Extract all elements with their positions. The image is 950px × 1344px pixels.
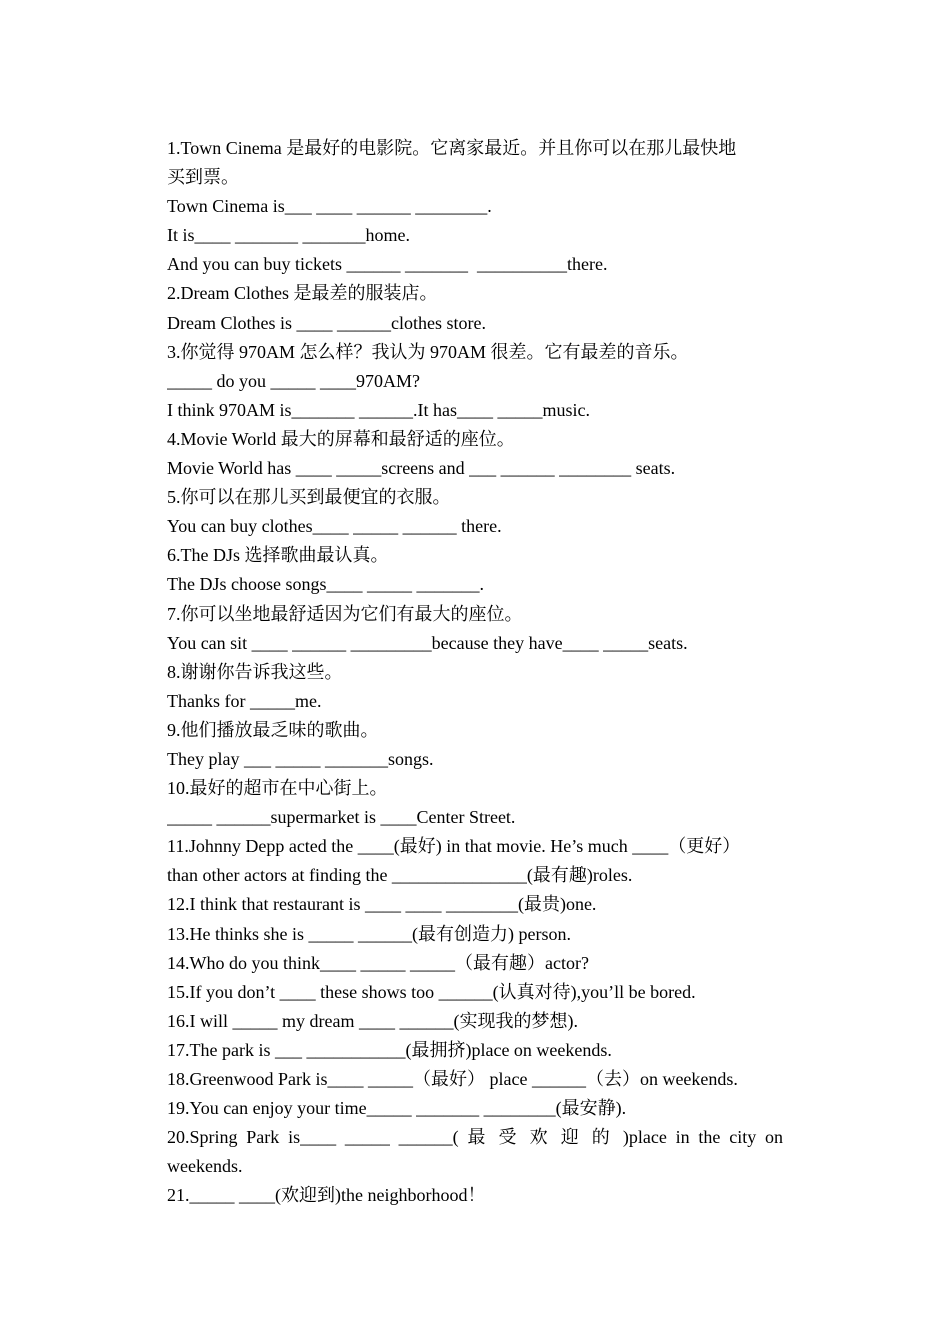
- question-2-prompt: 2.Dream Clothes 是最差的服装店。: [167, 283, 438, 304]
- question-14: 14.Who do you think____ _____ _____（最有趣）actor?: [167, 952, 589, 973]
- question-3-answer-line-2: I think 970AM is_______ ______.It has____ _____music.: [167, 399, 590, 420]
- question-11-line-1: 11.Johnny Depp acted the ____(最好) in that movie. He’s much ____（更好）: [167, 836, 741, 857]
- question-8-prompt: 8.谢谢你告诉我这些。: [167, 661, 343, 682]
- question-13: 13.He thinks she is _____ ______(最有创造力) person.: [167, 923, 571, 944]
- question-4-answer: Movie World has ____ _____screens and ___ ______ ________ seats.: [167, 458, 676, 479]
- question-5-prompt: 5.你可以在那儿买到最便宜的衣服。: [167, 487, 451, 508]
- question-6-prompt: 6.The DJs 选择歌曲最认真。: [167, 545, 389, 566]
- question-4-prompt: 4.Movie World 最大的屏幕和最舒适的座位。: [167, 428, 515, 449]
- question-18: 18.Greenwood Park is____ _____（最好） place ______（去）on weekends.: [167, 1069, 738, 1089]
- worksheet-page: [167, 134, 783, 1210]
- question-20-line-2: weekends.: [167, 1156, 243, 1177]
- question-1-answer-line-3: And you can buy tickets ______ _______ __________there.: [167, 254, 608, 275]
- question-17: 17.The park is ___ ___________(最拥挤)place on weekends.: [167, 1039, 612, 1060]
- question-10-prompt: 10.最好的超市在中心街上。: [167, 778, 388, 799]
- question-9-prompt: 9.他们播放最乏味的歌曲。: [167, 719, 379, 740]
- question-3-prompt: 3.你觉得 970AM 怎么样？我认为 970AM 很差。它有最差的音乐。: [167, 341, 689, 362]
- question-1-answer-line-2: It is____ _______ _______home.: [167, 225, 410, 246]
- question-7-answer: You can sit ____ ______ _________because they have____ _____seats.: [167, 632, 688, 653]
- question-10-answer: _____ ______supermarket is ____Center Street.: [167, 807, 516, 828]
- question-9-answer: They play ___ _____ _______songs.: [167, 748, 434, 769]
- question-3-answer-line-1: _____ do you _____ ____970AM?: [167, 370, 420, 391]
- question-20-line-1: 20.Spring Park is____ _____ ______( 最 受 欢 迎 的 )place in the city on: [167, 1127, 783, 1148]
- question-5-answer: You can buy clothes____ _____ ______ there.: [167, 516, 502, 537]
- question-19: 19.You can enjoy your time_____ _______ ________(最安静).: [167, 1098, 627, 1119]
- question-2-answer: Dream Clothes is ____ ______clothes store.: [167, 312, 486, 333]
- question-1-prompt-line-1: 1.Town Cinema 是最好的电影院。它离家最近。并且你可以在那儿最快地: [167, 138, 737, 158]
- question-11-line-2: than other actors at finding the _______________(最有趣)roles.: [167, 865, 633, 886]
- question-6-answer: The DJs choose songs____ _____ _______.: [167, 574, 484, 595]
- question-21: 21._____ ____(欢迎到)the neighborhood！: [167, 1185, 486, 1206]
- question-8-answer: Thanks for _____me.: [167, 690, 322, 711]
- question-12: 12.I think that restaurant is ____ ____ ________(最贵)one.: [167, 894, 597, 915]
- question-16: 16.I will _____ my dream ____ ______(实现我的梦想).: [167, 1010, 578, 1031]
- question-7-prompt: 7.你可以坐地最舒适因为它们有最大的座位。: [167, 603, 523, 624]
- question-1-prompt-line-2: 买到票。: [167, 167, 239, 188]
- question-15: 15.If you don’t ____ these shows too ______(认真对待),you’ll be bored.: [167, 981, 696, 1002]
- question-1-answer-line-1: Town Cinema is___ ____ ______ ________.: [167, 196, 492, 217]
